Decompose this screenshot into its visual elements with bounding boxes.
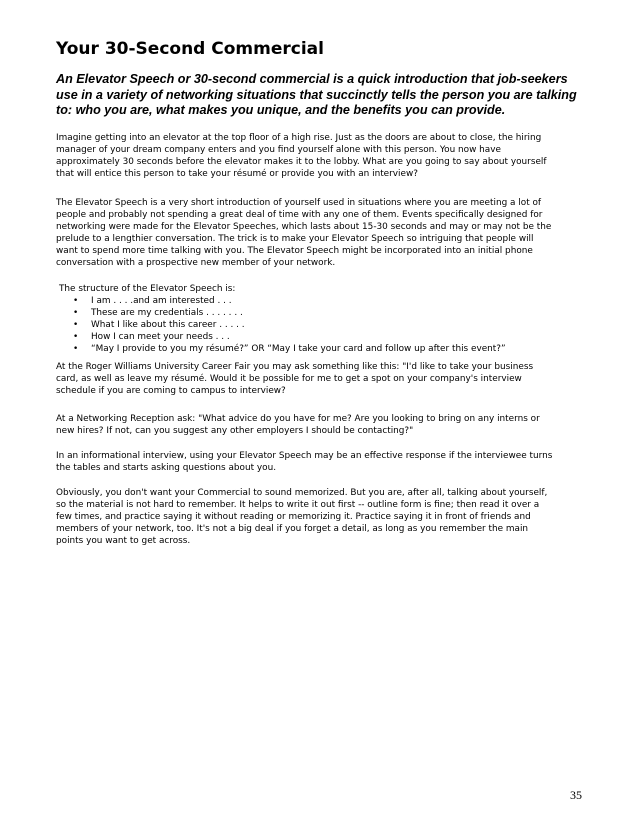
structure-lead: The structure of the Elevator Speech is: bbox=[59, 284, 236, 294]
list-item bbox=[56, 344, 596, 356]
structure-list-section bbox=[56, 284, 596, 355]
list-item-text: “May I provide to you my résumé?” OR “May I take your card and follow up after this event?” bbox=[91, 343, 506, 354]
paragraph-line: manager of your dream company enters and you find yourself alone with this person. You now have bbox=[56, 144, 501, 155]
paragraph-line: prelude to a lengthier conversation. The trick is to make your Elevator Speech so intriguing that people will bbox=[56, 233, 534, 244]
list-item bbox=[56, 296, 596, 308]
paragraph-line: members of your network, too. It's not a big deal if you forget a detail, as long as you remember the main bbox=[56, 523, 529, 534]
paragraph-practice bbox=[56, 488, 616, 548]
paragraph-line: schedule if you are coming to campus to interview? bbox=[56, 385, 286, 396]
paragraph-line: In an informational interview, using your Elevator Speech may be an effective response if the interviewee turns bbox=[56, 451, 553, 461]
paragraph-line: want to spend more time talking with you. The Elevator Speech might be incorporated into an initial phone bbox=[56, 245, 533, 256]
paragraph-line: approximately 30 seconds before the elevator makes it to the lobby. What are you going to say about yourself bbox=[56, 156, 547, 167]
paragraph-elevator-scenario bbox=[56, 133, 616, 181]
bullet-icon: • bbox=[73, 319, 79, 330]
paragraph-line: so the material is not hard to remember. It helps to write it out first -- outline form is fine; then read it over a bbox=[56, 499, 540, 510]
paragraph-line: At the Roger Williams University Career Fair you may ask something like this: "I'd like to take your business bbox=[56, 362, 534, 372]
list-item-text: How I can meet your needs . . . bbox=[91, 331, 230, 342]
paragraph-line: Imagine getting into an elevator at the top floor of a high rise. Just as the doors are about to close, the hiring bbox=[56, 133, 542, 143]
intro-paragraph bbox=[56, 72, 596, 119]
paragraph-line: conversation with a prospective new member of your network. bbox=[56, 257, 336, 268]
list-item-text: I am . . . .and am interested . . . bbox=[91, 295, 232, 306]
page-number: 35 bbox=[570, 788, 582, 802]
paragraph-line: Obviously, you don't want your Commercial to sound memorized. But you are, after all, talking about yourself, bbox=[56, 488, 548, 498]
list-item-text: These are my credentials . . . . . . . bbox=[91, 307, 243, 318]
paragraph-line: points you want to get across. bbox=[56, 535, 191, 546]
list-item bbox=[56, 320, 596, 332]
list-item bbox=[56, 332, 596, 344]
bullet-icon: • bbox=[73, 295, 79, 306]
paragraph-line: the tables and starts asking questions about you. bbox=[56, 462, 277, 473]
bullet-icon: • bbox=[73, 307, 79, 318]
bullet-icon: • bbox=[73, 331, 79, 342]
intro-line: An Elevator Speech or 30-second commercial is a quick introduction that job-seekers bbox=[56, 72, 568, 86]
intro-line: to: who you are, what makes you unique, and the benefits you can provide. bbox=[56, 103, 506, 118]
bullet-icon: • bbox=[73, 343, 79, 354]
paragraph-career-fair bbox=[56, 362, 616, 398]
list-item bbox=[56, 308, 596, 320]
paragraph-line: new hires? If not, can you suggest any other employers I should be contacting?" bbox=[56, 425, 414, 436]
page-title: Your 30-Second Commercial bbox=[56, 39, 324, 59]
paragraph-line: At a Networking Reception ask: "What advice do you have for me? Are you looking to bring on any interns or bbox=[56, 414, 540, 424]
list-item-text: What I like about this career . . . . . bbox=[91, 319, 245, 330]
paragraph-line: that will entice this person to take your résumé or provide you with an interview? bbox=[56, 168, 418, 179]
paragraph-line: few times, and practice saying it without reading or memorizing it. Practice saying it in front of friends and bbox=[56, 511, 531, 522]
paragraph-line: card, as well as leave my résumé. Would it be possible for me to get a spot on your company's interview bbox=[56, 373, 522, 384]
paragraph-networking-reception bbox=[56, 414, 616, 438]
paragraph-line: The Elevator Speech is a very short introduction of yourself used in situations where you are meeting a lot of bbox=[56, 198, 542, 208]
paragraph-informational-interview bbox=[56, 451, 616, 475]
paragraph-line: people and probably not spending a great deal of time with any one of them. Events specifically designed for bbox=[56, 209, 543, 220]
paragraph-line: networking were made for the Elevator Speeches, which lasts about 15-30 seconds and may or may not be the bbox=[56, 221, 552, 232]
paragraph-elevator-definition bbox=[56, 198, 616, 269]
structure-list bbox=[56, 296, 596, 356]
intro-line: use in a variety of networking situations that succinctly tells the person you are talking bbox=[56, 87, 577, 102]
